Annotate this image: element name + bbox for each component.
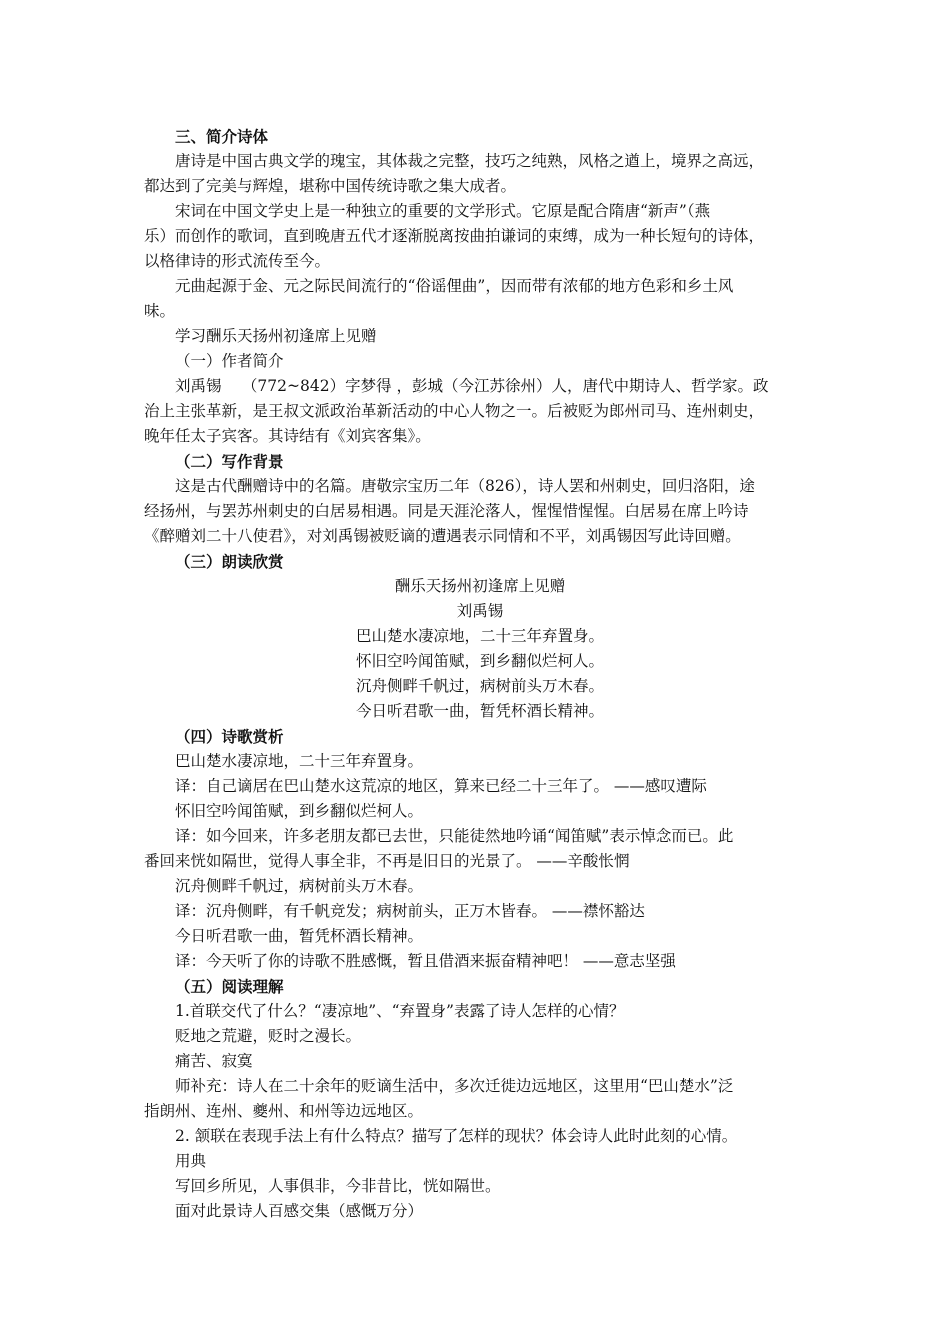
poem-author: 刘禹锡	[456, 602, 504, 620]
poem-line: 沉舟侧畔千帆过，病树前头万木春。	[355, 677, 604, 695]
question-2: 2. 颔联在表现手法上有什么特点？描写了怎样的现状？体会诗人此时此刻的心情。	[175, 1127, 738, 1145]
author-intro-line: 治上主张革新，是王叔文派政治革新活动的中心人物之一。后被贬为郎州司马、连州刺史，	[144, 402, 765, 420]
song-paragraph-line: 以格律诗的形式流传至今。	[144, 252, 331, 270]
translation-line: 译：如今回来，许多老朋友都已去世，只能徒然地吟诵“闻笛赋”表示悼念而已。此	[175, 827, 734, 845]
poem-line: 巴山楚水凄凉地，二十三年弃置身。	[355, 627, 604, 645]
tang-paragraph-line: 都达到了完美与辉煌，堪称中国传统诗歌之集大成者。	[144, 177, 517, 195]
background-line: 《醉赠刘二十八使君》，对刘禹锡被贬谪的遭遇表示同情和不平，刘禹锡因写此诗回赠。	[144, 527, 741, 545]
question-1: 1.首联交代了什么？“凄凉地”、“弃置身”表露了诗人怎样的心情？	[175, 1002, 625, 1020]
verse-line: 今日听君歌一曲，暂凭杯酒长精神。	[175, 927, 424, 945]
answer-line: 用典	[175, 1152, 207, 1170]
yuan-paragraph-line: 元曲起源于金、元之际民间流行的“俗谣俚曲”，因而带有浓郁的地方色彩和乡土风	[175, 277, 734, 295]
section3-heading: 三、简介诗体	[175, 127, 269, 146]
answer-line: 写回乡所见，人事俱非，今非昔比，恍如隔世。	[175, 1177, 501, 1195]
document-page	[144, 124, 816, 1224]
verse-line: 沉舟侧畔千帆过，病树前头万木春。	[175, 877, 424, 895]
answer-line: 痛苦、寂寞	[175, 1052, 253, 1070]
study-title: 学习酬乐天扬州初逢席上见赠	[175, 327, 377, 345]
part5-heading: （五）阅读理解	[175, 977, 284, 996]
translation-line: 译：沉舟侧畔，有千帆竞发；病树前头，正万木皆春。 ——襟怀豁达	[175, 902, 645, 920]
poem-title: 酬乐天扬州初逢席上见赠	[394, 577, 566, 595]
author-intro-line: 刘禹锡 （772~842）字梦得 ，彭城（今江苏徐州）人，唐代中期诗人、哲学家。政	[175, 377, 769, 395]
yuan-paragraph-line: 味。	[144, 302, 176, 320]
background-line: 这是古代酬赠诗中的名篇。唐敬宗宝历二年（826），诗人罢和州刺史，回归洛阳，途	[175, 477, 755, 495]
part3-heading: （三）朗读欣赏	[175, 552, 284, 571]
verse-line: 巴山楚水凄凉地，二十三年弃置身。	[175, 752, 424, 770]
part2-heading: （二）写作背景	[175, 452, 284, 471]
song-paragraph-line: 乐）而创作的歌词，直到晚唐五代才逐渐脱离按曲拍谦词的束缚，成为一种长短句的诗体，	[144, 227, 765, 245]
answer-line: 面对此景诗人百感交集（感慨万分）	[175, 1202, 424, 1220]
teacher-note-line: 师补充：诗人在二十余年的贬谪生活中，多次迁徙边远地区，这里用“巴山楚水”泛	[175, 1077, 734, 1095]
translation-line: 译：今天听了你的诗歌不胜感慨，暂且借酒来振奋精神吧！ ——意志坚强	[175, 952, 676, 970]
teacher-note-line: 指朗州、连州、夔州、和州等边远地区。	[144, 1102, 424, 1120]
poem-line: 今日听君歌一曲，暂凭杯酒长精神。	[355, 702, 604, 720]
answer-line: 贬地之荒避，贬时之漫长。	[175, 1027, 362, 1045]
part1-heading: （一）作者简介	[175, 352, 284, 370]
translation-line: 番回来恍如隔世，觉得人事全非，不再是旧日的光景了。 ——辛酸怅惘	[144, 852, 630, 870]
poem-line: 怀旧空吟闻笛赋，到乡翻似烂柯人。	[355, 652, 604, 670]
translation-line: 译：自己谪居在巴山楚水这荒凉的地区，算来已经二十三年了。 ——感叹遭际	[175, 777, 707, 795]
author-intro-line: 晚年任太子宾客。其诗结有《刘宾客集》。	[144, 427, 431, 445]
background-line: 经扬州，与罢苏州刺史的白居易相遇。同是天涯沦落人，惺惺惜惺惺。白居易在席上吟诗	[144, 502, 749, 520]
tang-paragraph-line: 唐诗是中国古典文学的瑰宝，其体裁之完整，技巧之纯熟，风格之遒上，境界之高远，	[175, 152, 765, 170]
song-paragraph-line: 宋词在中国文学史上是一种独立的重要的文学形式。它原是配合隋唐“新声”（燕	[175, 202, 711, 220]
verse-line: 怀旧空吟闻笛赋，到乡翻似烂柯人。	[175, 802, 424, 820]
part4-heading: （四）诗歌赏析	[175, 727, 284, 746]
